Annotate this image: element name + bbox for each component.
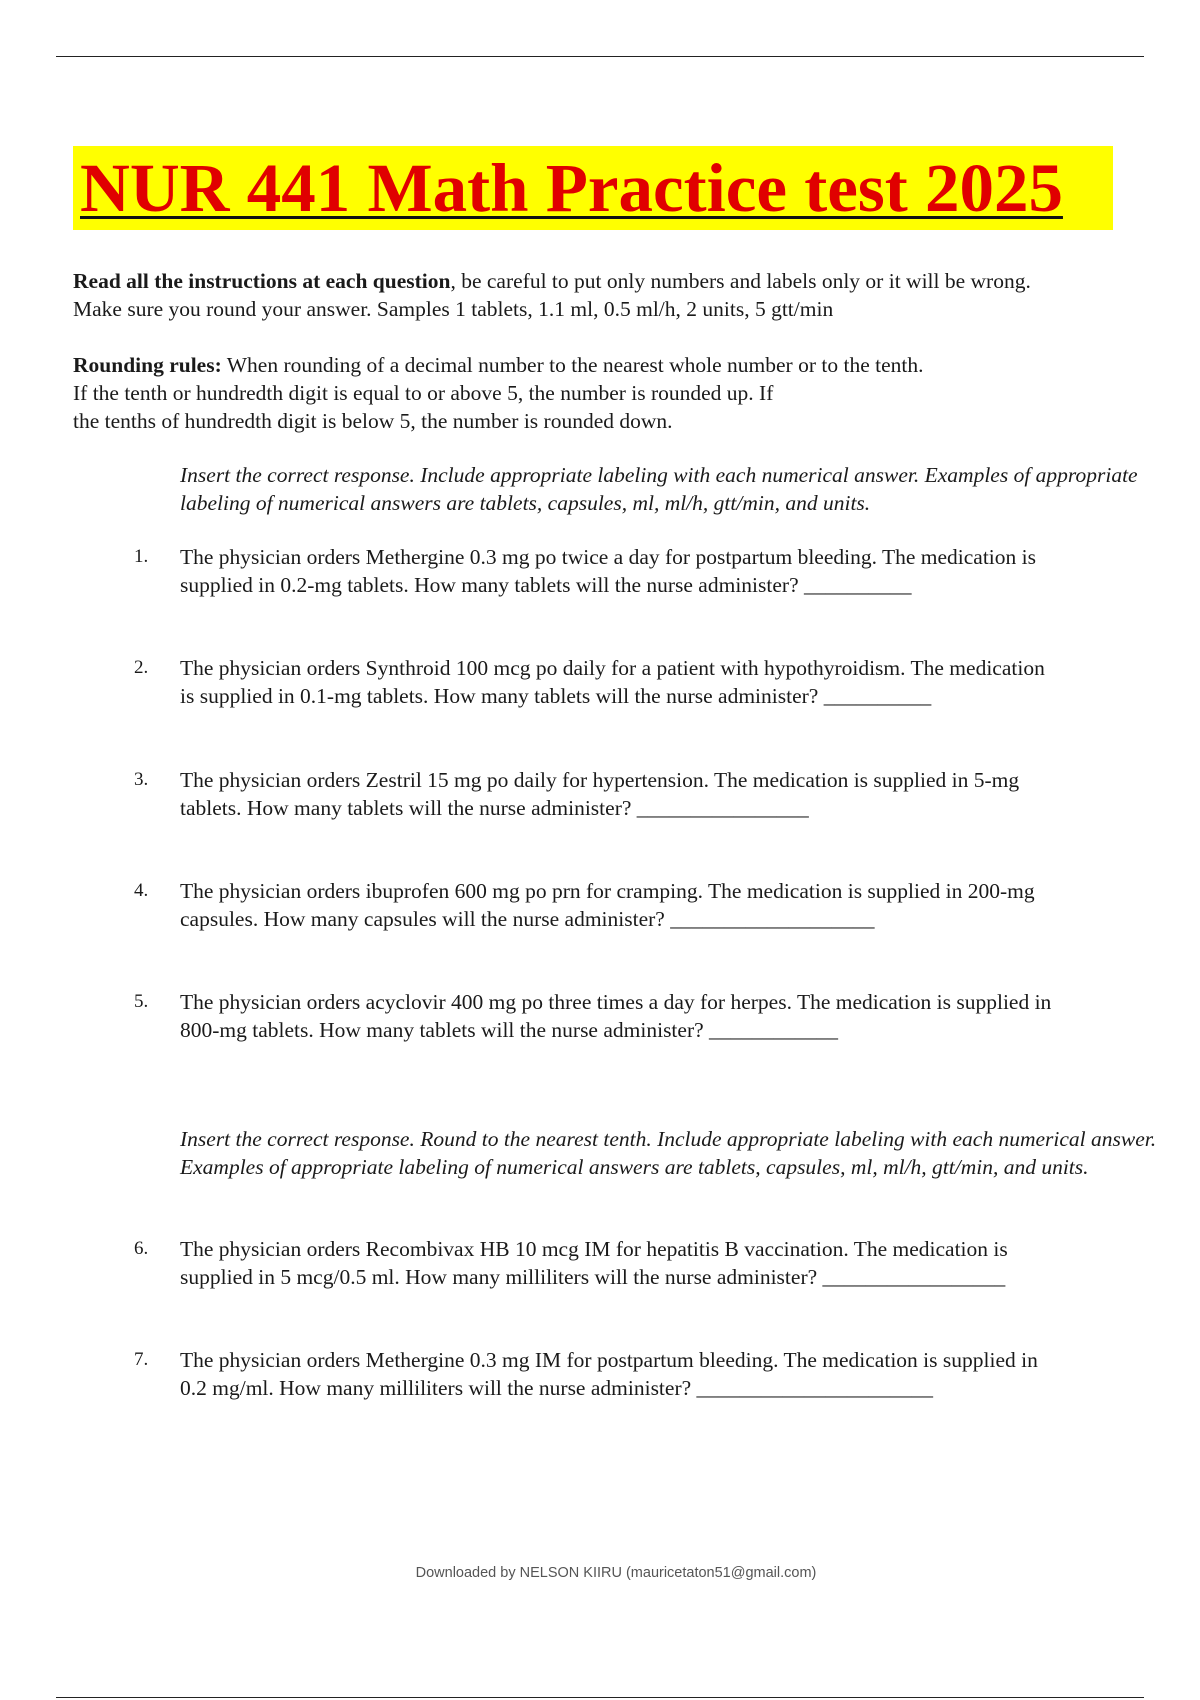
question-line: tablets. How many tablets will the nurse administer? ________________ — [180, 796, 809, 820]
question-number: 1. — [134, 546, 149, 567]
question-line: The physician orders Recombivax HB 10 mcg IM for hepatitis B vaccination. The medication is — [180, 1237, 1008, 1261]
question-line: The physician orders Zestril 15 mg po daily for hypertension. The medication is supplied in 5-mg — [180, 768, 1020, 792]
question-line: The physician orders Methergine 0.3 mg IM for postpartum bleeding. The medication is supplied in — [180, 1348, 1038, 1372]
question-text — [180, 1346, 1170, 1402]
rounding-bold-lead: Rounding rules: — [73, 353, 222, 377]
question-line: The physician orders ibuprofen 600 mg po prn for cramping. The medication is supplied in 200-mg — [180, 879, 1035, 903]
question-text — [180, 988, 1170, 1044]
rounding-line-1-rest: When rounding of a decimal number to the nearest whole number or to the tenth. — [221, 353, 924, 377]
intro-bold-lead: Read all the instructions at each question — [73, 269, 451, 293]
question-number: 2. — [134, 657, 149, 678]
question-line: The physician orders acyclovir 400 mg po three times a day for herpes. The medication is supplied in — [180, 990, 1052, 1014]
intro-line-1 — [73, 267, 1031, 295]
question-line: supplied in 0.2-mg tablets. How many tablets will the nurse administer? __________ — [180, 573, 912, 597]
question-line: 800-mg tablets. How many tablets will the nurse administer? ____________ — [180, 1018, 839, 1042]
question-text — [180, 1235, 1170, 1291]
header-divider — [56, 56, 1144, 57]
rounding-line-2: If the tenth or hundredth digit is equal to or above 5, the number is rounded up. If — [73, 381, 774, 405]
intro-line-1-rest: , be careful to put only numbers and labels only or it will be wrong. — [450, 269, 1031, 293]
question-number: 6. — [134, 1238, 149, 1259]
question-line: The physician orders Synthroid 100 mcg po daily for a patient with hypothyroidism. The medication — [180, 656, 1045, 680]
question-number: 4. — [134, 880, 149, 901]
question-text — [180, 654, 1170, 710]
rounding-line-3: the tenths of hundredth digit is below 5, the number is rounded down. — [73, 409, 673, 433]
question-line: is supplied in 0.1-mg tablets. How many tablets will the nurse administer? __________ — [180, 684, 932, 708]
question-text — [180, 877, 1170, 933]
rounding-line-1 — [73, 351, 923, 379]
section-1-instruction: Insert the correct response. Include appropriate labeling with each numerical answer. Examples of appropriate labeling of numerical answers are tablets, capsules, ml, ml/h, gtt/min, and units. — [180, 463, 1138, 515]
section-2-instruction: Insert the correct response. Round to the nearest tenth. Include appropriate labeling with each numerical answer. Examples of appropriate labeling of numerical answers are tablets, capsules, ml, ml/h, gtt/min, and units. — [180, 1127, 1157, 1179]
question-line: The physician orders Methergine 0.3 mg po twice a day for postpartum bleeding. The medication is — [180, 545, 1037, 569]
question-number: 3. — [134, 769, 149, 790]
download-footer: Downloaded by NELSON KIIRU (mauricetaton51@gmail.com) — [415, 1565, 817, 1581]
question-line: capsules. How many capsules will the nurse administer? ___________________ — [180, 907, 875, 931]
question-number: 7. — [134, 1349, 149, 1370]
question-number: 5. — [134, 991, 149, 1012]
question-line: supplied in 5 mcg/0.5 ml. How many milliliters will the nurse administer? _________________ — [180, 1265, 1006, 1289]
question-text — [180, 543, 1170, 599]
intro-line-2: Make sure you round your answer. Samples 1 tablets, 1.1 ml, 0.5 ml/h, 2 units, 5 gtt/min — [73, 297, 834, 321]
footer-divider — [56, 1697, 1144, 1698]
question-text — [180, 766, 1170, 822]
document-title: NUR 441 Math Practice test 2025 — [80, 150, 1063, 226]
question-line: 0.2 mg/ml. How many milliliters will the nurse administer? ______________________ — [180, 1376, 934, 1400]
